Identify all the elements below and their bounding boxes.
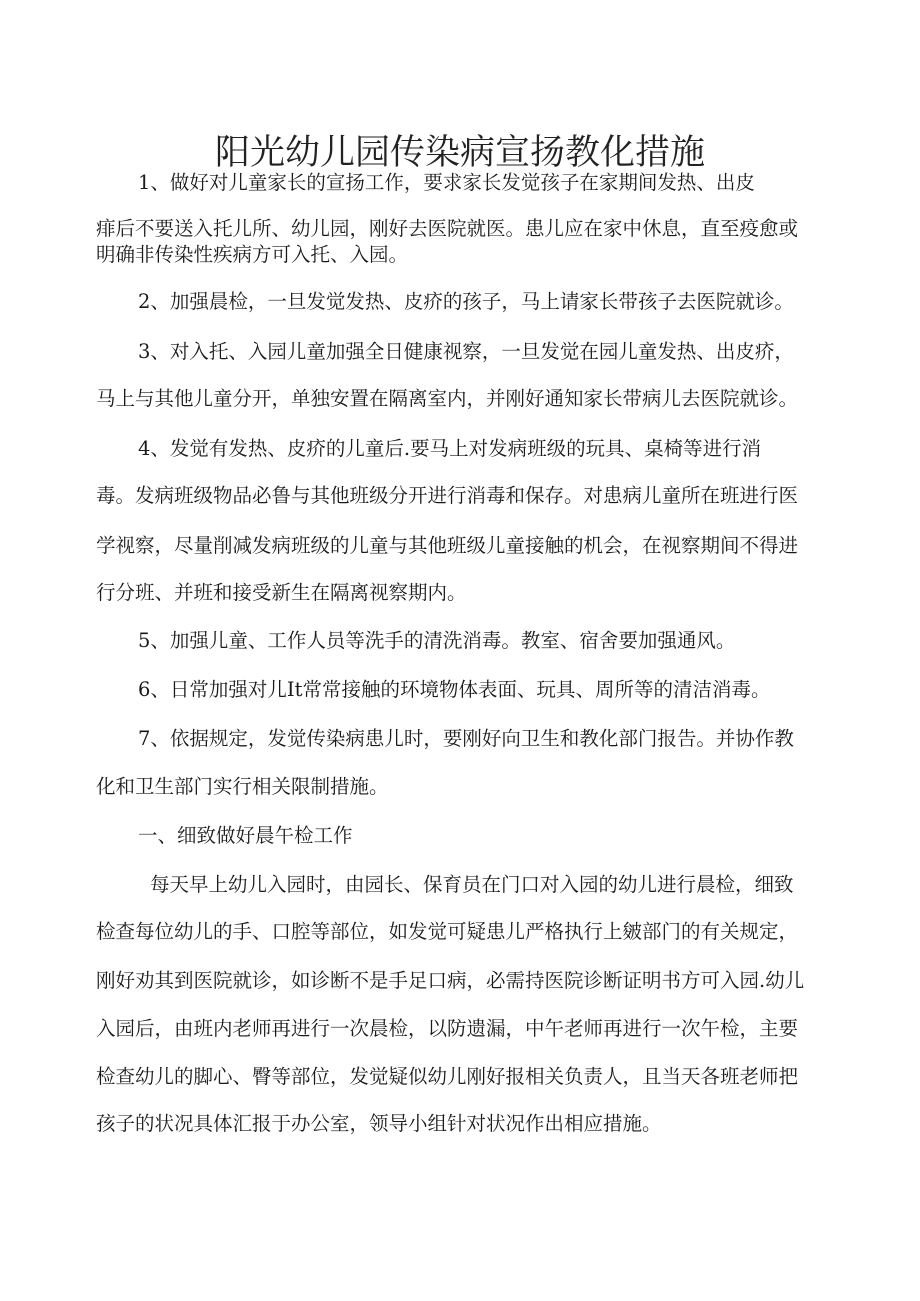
paragraph-4-line-2: 毒。发病班级物品必鲁与其他班级分开进行消毒和保存。对患病儿童所在班进行医 xyxy=(96,484,799,507)
paragraph-7-line-2: 化和卫生部门实行相关限制措施。 xyxy=(96,775,389,798)
paragraph-1-line-3: 明确非传染性疾病方可入托、入园。 xyxy=(96,243,409,266)
paragraph-8-line-5: 检查幼儿的脚心、臀等部位，发觉疑似幼儿刚好报相关负责人，且当天各班老师把 xyxy=(96,1065,799,1088)
paragraph-3-line-1: 3、对入托、入园儿童加强全日健康视察，一旦发觉在园儿童发热、出皮疥， xyxy=(138,340,794,363)
paragraph-4-line-3: 学视察，尽量削减发病班级的儿童与其他班级儿童接触的机会，在视察期间不得进 xyxy=(96,534,799,557)
paragraph-8-line-4: 入园后，由班内老师再进行一次晨检，以防遗漏，中午老师再进行一次午检，主要 xyxy=(96,1017,799,1040)
paragraph-1-line-2: 痱后不要送入托儿所、幼儿园，刚好去医院就医。患儿应在家中休息，直至疫愈或 xyxy=(96,217,799,240)
section-heading: 一、细致做好晨午检工作 xyxy=(138,824,353,847)
paragraph-3-line-2: 马上与其他儿童分开，单独安置在隔离室内，并刚好通知家长带病儿去医院就诊。 xyxy=(96,387,799,410)
paragraph-4-line-4: 行分班、并班和接受新生在隔离视察期内。 xyxy=(96,581,467,604)
paragraph-8-line-6: 孩子的状况具体汇报于办公室，领导小组针对状况作出相应措施。 xyxy=(96,1112,662,1135)
paragraph-7-line-1: 7、依据规定，发觉传染病患儿时，要刚好向卫生和教化部门报告。并协作教 xyxy=(138,727,794,750)
paragraph-1-line-1: 1、做好对儿童家长的宣扬工作，要求家长发觉孩子在家期间发热、出皮 xyxy=(138,171,755,194)
paragraph-5-line-1: 5、加强儿童、工作人员等洗手的清洗消毒。教室、宿舍要加强通风。 xyxy=(138,629,736,652)
paragraph-8-line-1: 每天早上幼儿入园时，由园长、保育员在门口对入园的幼儿进行晨检，细致 xyxy=(150,873,794,896)
paragraph-8-line-2: 检查每位幼儿的手、口腔等部位，如发觉可疑患儿严格执行上皴部门的有关规定， xyxy=(96,920,799,943)
paragraph-8-line-3: 刚好劝其到医院就诊，如诊断不是手足口病，必需持医院诊断证明书方可入园.幼儿 xyxy=(96,969,805,992)
paragraph-2-line-1: 2、加强晨检，一旦发觉发热、皮疥的孩子，马上请家长带孩子去医院就诊。 xyxy=(138,290,794,313)
paragraph-4-line-1: 4、发觉有发热、皮疥的儿童后.要马上对发病班级的玩具、桌椅等进行消 xyxy=(138,437,762,460)
paragraph-6-line-1: 6、日常加强对儿It常常接触的环境物体表面、玩具、周所等的清洁消毒。 xyxy=(138,678,771,701)
document-title: 阳光幼儿园传染病宣扬教化措施 xyxy=(214,133,705,174)
